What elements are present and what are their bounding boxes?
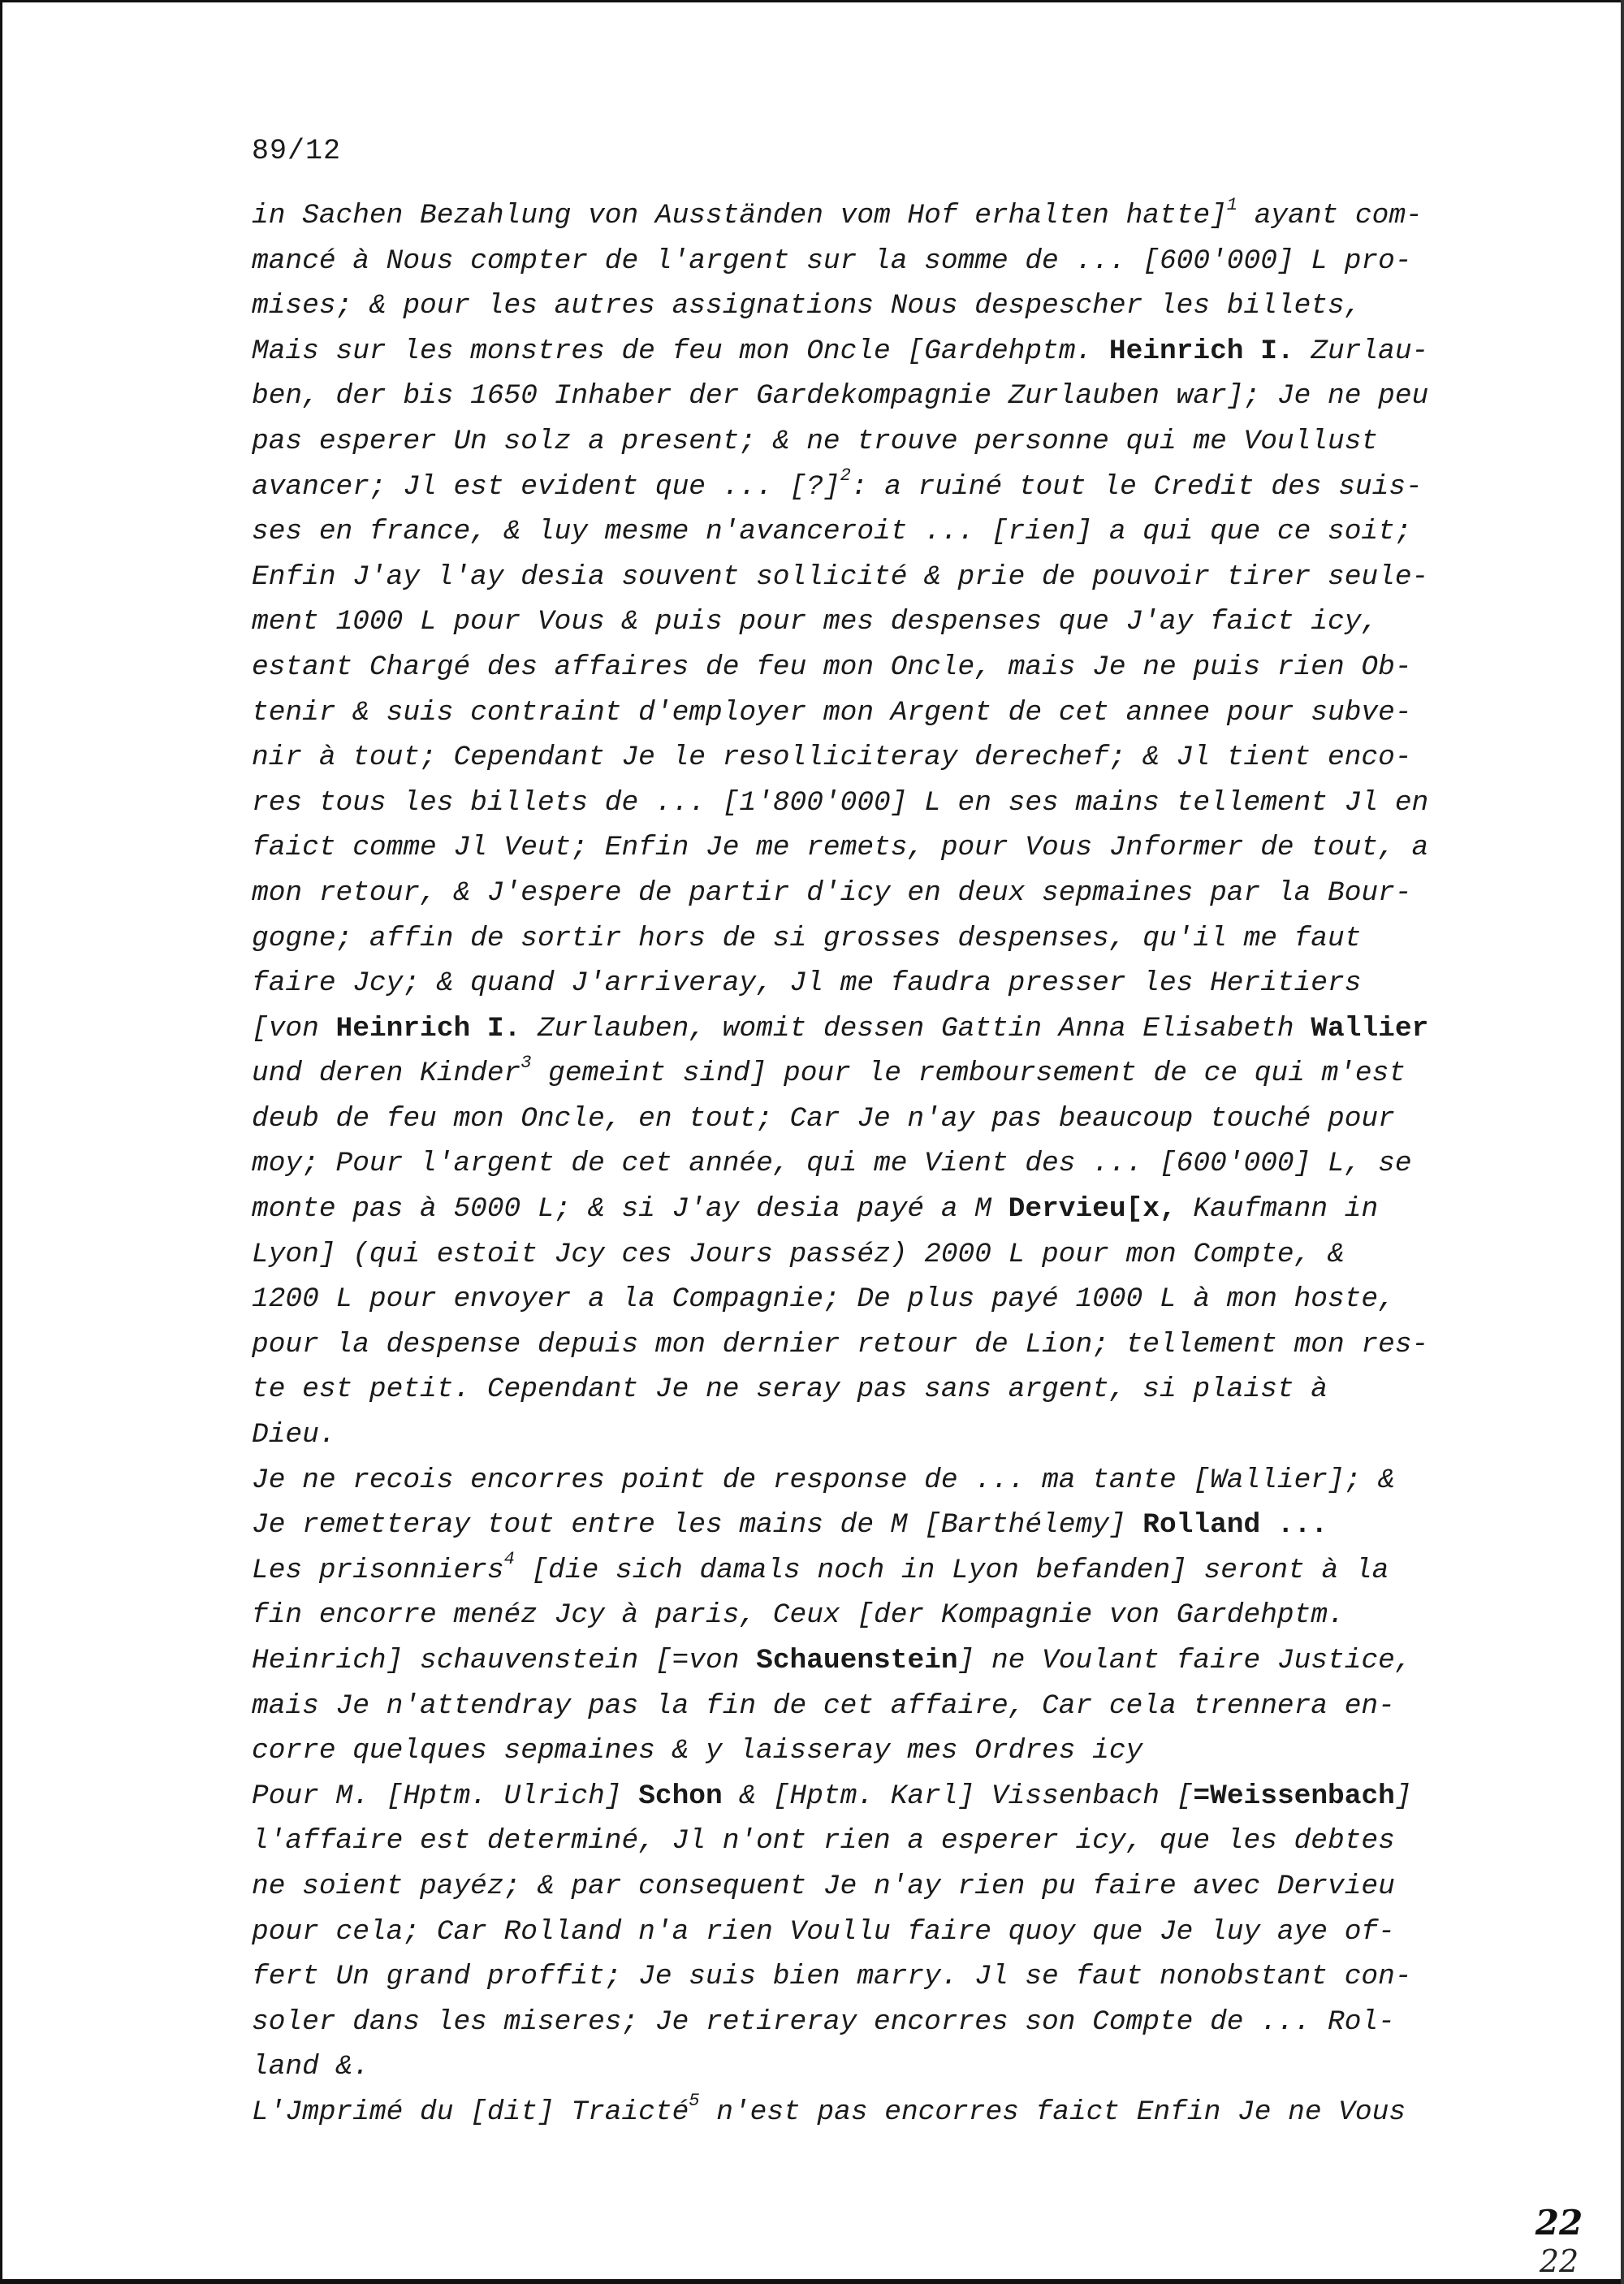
text-line: Heinrich] schauvenstein [=von Schauenstein] ne Voulant faire Justice,: [252, 1645, 1412, 1676]
text-line: estant Chargé des affaires de feu mon Oncle, mais Je ne puis rien Ob-: [252, 651, 1412, 683]
text-line: faict comme Jl Veut; Enfin Je me remets, pour Vous Jnformer de tout, a: [252, 832, 1429, 864]
text-line: nir à tout; Cependant Je le resolliciteray derechef; & Jl tient enco-: [252, 742, 1412, 774]
page-border-bottom: [0, 2279, 1624, 2284]
text-line: ses en france, & luy mesme n'avanceroit ... [rien] a qui que ce soit;: [252, 516, 1412, 548]
text-line: tenir & suis contraint d'employer mon Argent de cet annee pour subve-: [252, 696, 1412, 729]
text-line: Dieu.: [252, 1419, 336, 1451]
text-line: Lyon] (qui estoit Jcy ces Jours passéz) 2000 L pour mon Compte, &: [252, 1238, 1345, 1270]
text-line: Pour M. [Hptm. Ulrich] Schon & [Hptm. Karl] Vissenbach [=Weissenbach]: [252, 1780, 1412, 1812]
text-line: fin encorre menéz Jcy à paris, Ceux [der Kompagnie von Gardehptm.: [252, 1599, 1345, 1632]
text-line: pas esperer Un solz a present; & ne trouve personne qui me Voullust: [252, 425, 1379, 457]
text-line: pour la despense depuis mon dernier retour de Lion; tellement mon res-: [252, 1328, 1429, 1360]
text-line: pour cela; Car Rolland n'a rien Voullu faire quoy que Je luy aye of-: [252, 1915, 1395, 1948]
text-line: fert Un grand proffit; Je suis bien marry. Jl se faut nonobstant con-: [252, 1961, 1412, 1993]
text-line: soler dans les miseres; Je retireray encorres son Compte de ... Rol-: [252, 2005, 1395, 2038]
text-line: mais Je n'attendray pas la fin de cet affaire, Car cela trennera en-: [252, 1689, 1395, 1722]
text-line: deub de feu mon Oncle, en tout; Car Je n'ay pas beaucoup touché pour: [252, 1102, 1395, 1135]
text-line: ne soient payéz; & par consequent Je n'ay rien pu faire avec Dervieu: [252, 1870, 1395, 1902]
text-line: res tous les billets de ... [1'800'000] L en ses mains tellement Jl en: [252, 786, 1429, 819]
text-line: [von Heinrich I. Zurlauben, womit dessen Gattin Anna Elisabeth Wallier: [252, 1012, 1429, 1045]
text-line: corre quelques sepmaines & y laisseray mes Ordres icy: [252, 1735, 1143, 1767]
text-line: in Sachen Bezahlung von Ausständen vom Hof erhalten hatte]$^1$ ayant com-: [252, 194, 1423, 231]
text-line: land &.: [252, 2051, 369, 2083]
page-border-left: [0, 0, 2, 2284]
page-stamp-printed: 22: [1535, 2203, 1583, 2243]
text-line: gogne; affin de sortir hors de si grosses despenses, qu'il me faut: [252, 922, 1362, 954]
text-line: monte pas à 5000 L; & si J'ay desia payé a M Dervieu[x, Kaufmann in: [252, 1193, 1379, 1226]
text-line: mises; & pour les autres assignations Nous despescher les billets,: [252, 290, 1362, 322]
text-line: Je ne recois encorres point de response de ... ma tante [Wallier]; &: [252, 1464, 1395, 1496]
text-line: Je remetteray tout entre les mains de M [Barthélemy] Rolland ...: [252, 1509, 1328, 1542]
text-line: te est petit. Cependant Je ne seray pas sans argent, si plaist à: [252, 1373, 1328, 1406]
text-line: ment 1000 L pour Vous & puis pour mes despenses que J'ay faict icy,: [252, 606, 1379, 638]
text-line: avancer; Jl est evident que ... [?]$^2$: a ruiné tout le Credit des suis-: [252, 465, 1423, 503]
text-line: Mais sur les monstres de feu mon Oncle [Gardehptm. Heinrich I. Zurlau-: [252, 335, 1429, 367]
text-line: Les prisonniers$^4$ [die sich damals noch in Lyon befanden] seront à la: [252, 1549, 1389, 1586]
text-line: mon retour, & J'espere de partir d'icy en deux sepmaines par la Bour-: [252, 876, 1412, 909]
text-line: L'Jmprimé du [dit] Traicté$^5$ n'est pas encorres faict Enfin Je ne Vous: [252, 2091, 1406, 2128]
text-line: l'affaire est determiné, Jl n'ont rien a esperer icy, que les debtes: [252, 1825, 1395, 1858]
page-border-right: [1621, 0, 1624, 2284]
text-line: Enfin J'ay l'ay desia souvent sollicité & prie de pouvoir tirer seule-: [252, 560, 1429, 593]
text-line: und deren Kinder$^3$ gemeint sind] pour le remboursement de ce qui m'est: [252, 1052, 1406, 1090]
text-line: faire Jcy; & quand J'arriveray, Jl me faudra presser les Heritiers: [252, 967, 1362, 1000]
page-number: 89/12: [252, 135, 342, 167]
text-line: 1200 L pour envoyer a la Compagnie; De plus payé 1000 L à mon hoste,: [252, 1283, 1395, 1316]
body-text: [252, 193, 1502, 2135]
text-line: moy; Pour l'argent de cet année, qui me Vient des ... [600'000] L, se: [252, 1148, 1412, 1180]
text-line: ben, der bis 1650 Inhaber der Gardekompagnie Zurlauben war]; Je ne peu: [252, 380, 1429, 413]
page-border-top: [0, 0, 1624, 2]
page-stamp-handwritten: 22: [1539, 2243, 1579, 2279]
text-line: mancé à Nous compter de l'argent sur la somme de ... [600'000] L pro-: [252, 244, 1412, 277]
